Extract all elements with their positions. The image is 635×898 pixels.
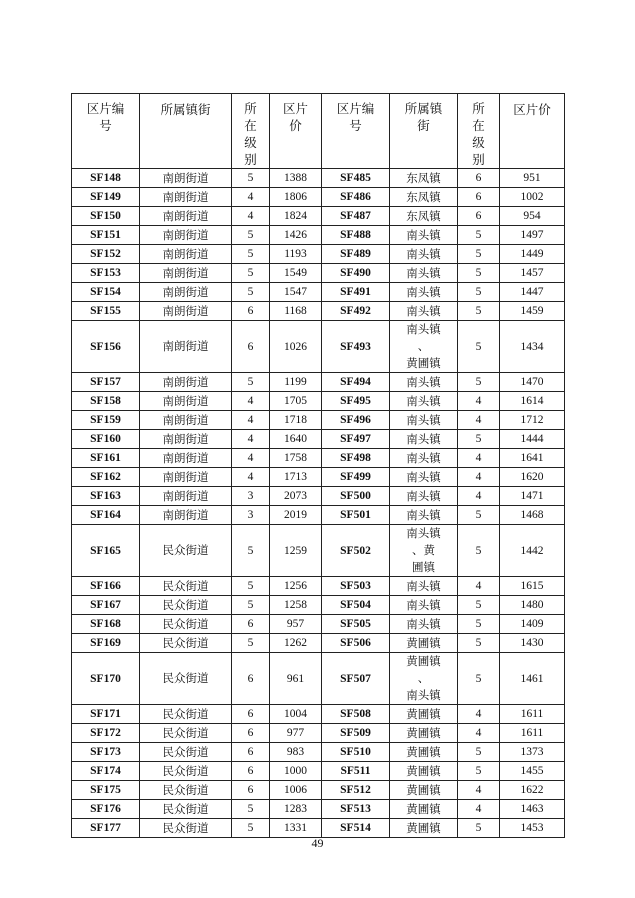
- town-cell-right: 南头镇: [390, 283, 458, 302]
- zone-code-cell: SF162: [72, 468, 140, 487]
- table-row: [72, 245, 565, 264]
- level-cell: 6: [232, 302, 270, 321]
- price-cell-right: 1468: [500, 506, 565, 525]
- price-cell-right: 1463: [500, 800, 565, 819]
- town-cell-right: 南头镇: [390, 373, 458, 392]
- town-cell-right: 黄圃镇: [390, 800, 458, 819]
- zone-code-cell: SF174: [72, 762, 140, 781]
- town-cell: 南朗街道: [140, 245, 232, 264]
- level-cell: 5: [232, 525, 270, 577]
- zone-code-cell-right: SF513: [322, 800, 390, 819]
- level-cell-right: 4: [458, 724, 500, 743]
- zone-code-cell-right: SF510: [322, 743, 390, 762]
- level-cell-right: 5: [458, 373, 500, 392]
- town-cell: 南朗街道: [140, 264, 232, 283]
- price-cell: 983: [270, 743, 322, 762]
- town-cell-right: 南头镇: [390, 392, 458, 411]
- zone-code-cell: SF176: [72, 800, 140, 819]
- level-cell-right: 4: [458, 392, 500, 411]
- level-cell-right: 5: [458, 596, 500, 615]
- table-row: [72, 392, 565, 411]
- level-cell: 5: [232, 226, 270, 245]
- price-cell: 957: [270, 615, 322, 634]
- level-cell: 3: [232, 506, 270, 525]
- table-row: [72, 596, 565, 615]
- level-cell-right: 5: [458, 506, 500, 525]
- zone-code-cell-right: SF496: [322, 411, 390, 430]
- price-cell: 977: [270, 724, 322, 743]
- level-cell: 5: [232, 169, 270, 188]
- zone-code-cell-right: SF509: [322, 724, 390, 743]
- table-row: [72, 800, 565, 819]
- price-cell-right: 1447: [500, 283, 565, 302]
- zone-code-cell-right: SF485: [322, 169, 390, 188]
- table-row: [72, 743, 565, 762]
- level-cell: 6: [232, 615, 270, 634]
- level-cell: 4: [232, 430, 270, 449]
- zone-code-cell: SF153: [72, 264, 140, 283]
- price-cell-right: 1614: [500, 392, 565, 411]
- zone-code-cell: SF171: [72, 705, 140, 724]
- price-cell: 1705: [270, 392, 322, 411]
- page-number: 49: [311, 836, 324, 850]
- price-cell-right: 1457: [500, 264, 565, 283]
- zone-code-cell-right: SF493: [322, 321, 390, 373]
- town-cell: 南朗街道: [140, 392, 232, 411]
- zone-code-cell: SF165: [72, 525, 140, 577]
- town-cell-right: 南头镇: [390, 302, 458, 321]
- level-cell: 4: [232, 188, 270, 207]
- level-cell-right: 5: [458, 226, 500, 245]
- zone-code-cell: SF163: [72, 487, 140, 506]
- header-level: 所 在 级 别: [232, 94, 270, 169]
- header-zone-code: 区片编 号: [72, 94, 140, 169]
- price-cell: 1713: [270, 468, 322, 487]
- zone-code-cell-right: SF506: [322, 634, 390, 653]
- zone-code-cell-right: SF495: [322, 392, 390, 411]
- table-row: [72, 762, 565, 781]
- zone-price-table: [71, 93, 565, 838]
- level-cell-right: 5: [458, 653, 500, 705]
- table-row: [72, 487, 565, 506]
- town-cell-right: 南头镇: [390, 245, 458, 264]
- table-row: [72, 449, 565, 468]
- town-cell-right: 黄圃镇: [390, 781, 458, 800]
- price-cell-right: 1611: [500, 705, 565, 724]
- zone-code-cell: SF155: [72, 302, 140, 321]
- town-cell-right: 黄圃镇: [390, 762, 458, 781]
- town-cell-right: 南头镇 、黄 圃镇: [390, 525, 458, 577]
- level-cell-right: 4: [458, 781, 500, 800]
- price-cell-right: 1459: [500, 302, 565, 321]
- zone-code-cell: SF164: [72, 506, 140, 525]
- town-cell: 民众街道: [140, 634, 232, 653]
- town-cell: 南朗街道: [140, 169, 232, 188]
- town-cell: 民众街道: [140, 615, 232, 634]
- level-cell-right: 4: [458, 800, 500, 819]
- level-cell: 6: [232, 762, 270, 781]
- zone-code-cell: SF177: [72, 819, 140, 838]
- price-cell-right: 1620: [500, 468, 565, 487]
- price-cell-right: 1480: [500, 596, 565, 615]
- price-cell-right: 1712: [500, 411, 565, 430]
- zone-code-cell-right: SF502: [322, 525, 390, 577]
- zone-code-cell: SF167: [72, 596, 140, 615]
- level-cell-right: 5: [458, 762, 500, 781]
- level-cell: 4: [232, 468, 270, 487]
- zone-code-cell: SF148: [72, 169, 140, 188]
- level-cell: 5: [232, 819, 270, 838]
- zone-code-cell-right: SF490: [322, 264, 390, 283]
- level-cell: 3: [232, 487, 270, 506]
- price-cell: 1168: [270, 302, 322, 321]
- price-cell: 961: [270, 653, 322, 705]
- table-row: [72, 373, 565, 392]
- zone-code-cell: SF159: [72, 411, 140, 430]
- level-cell: 4: [232, 392, 270, 411]
- price-cell-right: 1622: [500, 781, 565, 800]
- price-cell-right: 1461: [500, 653, 565, 705]
- level-cell: 5: [232, 373, 270, 392]
- town-cell: 南朗街道: [140, 468, 232, 487]
- zone-code-cell-right: SF514: [322, 819, 390, 838]
- level-cell-right: 5: [458, 634, 500, 653]
- town-cell-right: 南头镇: [390, 596, 458, 615]
- price-cell-right: 1470: [500, 373, 565, 392]
- zone-code-cell: SF166: [72, 577, 140, 596]
- town-cell: 民众街道: [140, 577, 232, 596]
- price-cell: 1640: [270, 430, 322, 449]
- price-cell: 1426: [270, 226, 322, 245]
- town-cell: 南朗街道: [140, 226, 232, 245]
- header-price-right: 区片价: [500, 94, 565, 169]
- zone-code-cell-right: SF486: [322, 188, 390, 207]
- price-cell: 1259: [270, 525, 322, 577]
- zone-code-cell: SF157: [72, 373, 140, 392]
- town-cell: 民众街道: [140, 819, 232, 838]
- level-cell-right: 4: [458, 411, 500, 430]
- town-cell-right: 东凤镇: [390, 207, 458, 226]
- level-cell: 4: [232, 411, 270, 430]
- price-cell: 2019: [270, 506, 322, 525]
- level-cell-right: 6: [458, 169, 500, 188]
- town-cell: 民众街道: [140, 596, 232, 615]
- zone-code-cell-right: SF494: [322, 373, 390, 392]
- level-cell-right: 5: [458, 525, 500, 577]
- town-cell-right: 黄圃镇: [390, 634, 458, 653]
- level-cell: 4: [232, 449, 270, 468]
- table-row: [72, 634, 565, 653]
- level-cell: 6: [232, 321, 270, 373]
- price-cell: 1004: [270, 705, 322, 724]
- zone-code-cell: SF154: [72, 283, 140, 302]
- zone-code-cell: SF158: [72, 392, 140, 411]
- price-cell-right: 1471: [500, 487, 565, 506]
- zone-code-cell: SF149: [72, 188, 140, 207]
- price-cell: 1006: [270, 781, 322, 800]
- town-cell-right: 南头镇 、 黄圃镇: [390, 321, 458, 373]
- table-row: [72, 525, 565, 577]
- zone-code-cell: SF168: [72, 615, 140, 634]
- header-row: [72, 94, 565, 169]
- zone-code-cell-right: SF501: [322, 506, 390, 525]
- table-row: [72, 411, 565, 430]
- level-cell: 5: [232, 245, 270, 264]
- zone-code-cell-right: SF488: [322, 226, 390, 245]
- header-price: 区片 价: [270, 94, 322, 169]
- level-cell-right: 6: [458, 188, 500, 207]
- table-row: [72, 819, 565, 838]
- zone-code-cell-right: SF498: [322, 449, 390, 468]
- level-cell: 6: [232, 653, 270, 705]
- town-cell: 南朗街道: [140, 411, 232, 430]
- price-cell: 1193: [270, 245, 322, 264]
- town-cell-right: 黄圃镇: [390, 743, 458, 762]
- level-cell: 4: [232, 207, 270, 226]
- level-cell-right: 6: [458, 207, 500, 226]
- zone-code-cell-right: SF500: [322, 487, 390, 506]
- price-cell-right: 1449: [500, 245, 565, 264]
- zone-code-cell-right: SF508: [322, 705, 390, 724]
- price-cell: 1000: [270, 762, 322, 781]
- zone-code-cell-right: SF511: [322, 762, 390, 781]
- level-cell-right: 4: [458, 468, 500, 487]
- town-cell-right: 黄圃镇: [390, 724, 458, 743]
- zone-code-cell: SF169: [72, 634, 140, 653]
- level-cell-right: 5: [458, 819, 500, 838]
- zone-code-cell-right: SF489: [322, 245, 390, 264]
- price-cell-right: 1641: [500, 449, 565, 468]
- town-cell-right: 南头镇: [390, 226, 458, 245]
- level-cell: 5: [232, 283, 270, 302]
- level-cell: 6: [232, 781, 270, 800]
- level-cell: 6: [232, 724, 270, 743]
- town-cell: 民众街道: [140, 762, 232, 781]
- price-cell-right: 1373: [500, 743, 565, 762]
- level-cell: 5: [232, 596, 270, 615]
- zone-code-cell: SF161: [72, 449, 140, 468]
- level-cell-right: 4: [458, 487, 500, 506]
- town-cell-right: 南头镇: [390, 468, 458, 487]
- table-row: [72, 781, 565, 800]
- level-cell-right: 5: [458, 743, 500, 762]
- price-cell: 1199: [270, 373, 322, 392]
- zone-code-cell-right: SF499: [322, 468, 390, 487]
- table-row: [72, 705, 565, 724]
- zone-code-cell-right: SF487: [322, 207, 390, 226]
- town-cell: 南朗街道: [140, 506, 232, 525]
- town-cell: 民众街道: [140, 724, 232, 743]
- town-cell-right: 东凤镇: [390, 169, 458, 188]
- zone-code-cell-right: SF512: [322, 781, 390, 800]
- zone-code-cell: SF160: [72, 430, 140, 449]
- price-cell: 1806: [270, 188, 322, 207]
- zone-code-cell-right: SF503: [322, 577, 390, 596]
- zone-code-cell-right: SF504: [322, 596, 390, 615]
- price-cell: 1718: [270, 411, 322, 430]
- price-cell: 1758: [270, 449, 322, 468]
- price-cell: 1256: [270, 577, 322, 596]
- zone-code-cell: SF170: [72, 653, 140, 705]
- town-cell: 南朗街道: [140, 430, 232, 449]
- level-cell-right: 4: [458, 577, 500, 596]
- town-cell: 南朗街道: [140, 449, 232, 468]
- level-cell: 5: [232, 634, 270, 653]
- table-row: [72, 302, 565, 321]
- table-row: [72, 430, 565, 449]
- level-cell: 5: [232, 577, 270, 596]
- zone-code-cell: SF172: [72, 724, 140, 743]
- zone-code-cell-right: SF505: [322, 615, 390, 634]
- price-cell-right: 951: [500, 169, 565, 188]
- price-cell-right: 1002: [500, 188, 565, 207]
- table-body: [72, 169, 565, 838]
- price-cell-right: 1442: [500, 525, 565, 577]
- zone-code-cell: SF175: [72, 781, 140, 800]
- level-cell: 6: [232, 705, 270, 724]
- town-cell-right: 南头镇: [390, 615, 458, 634]
- price-cell: 1388: [270, 169, 322, 188]
- table-row: [72, 188, 565, 207]
- town-cell: 民众街道: [140, 743, 232, 762]
- level-cell-right: 5: [458, 615, 500, 634]
- zone-code-cell-right: SF507: [322, 653, 390, 705]
- level-cell-right: 5: [458, 302, 500, 321]
- town-cell: 南朗街道: [140, 373, 232, 392]
- town-cell: 南朗街道: [140, 302, 232, 321]
- zone-code-cell: SF173: [72, 743, 140, 762]
- level-cell: 6: [232, 743, 270, 762]
- price-cell-right: 954: [500, 207, 565, 226]
- header-level-right: 所 在 级 别: [458, 94, 500, 169]
- price-cell-right: 1497: [500, 226, 565, 245]
- price-cell: 1258: [270, 596, 322, 615]
- price-cell-right: 1453: [500, 819, 565, 838]
- price-cell: 1547: [270, 283, 322, 302]
- town-cell: 南朗街道: [140, 207, 232, 226]
- price-cell: 2073: [270, 487, 322, 506]
- town-cell: 南朗街道: [140, 188, 232, 207]
- town-cell-right: 南头镇: [390, 430, 458, 449]
- table-row: [72, 468, 565, 487]
- town-cell-right: 东凤镇: [390, 188, 458, 207]
- level-cell-right: 4: [458, 705, 500, 724]
- town-cell-right: 南头镇: [390, 487, 458, 506]
- town-cell: 南朗街道: [140, 487, 232, 506]
- table-row: [72, 615, 565, 634]
- town-cell: 民众街道: [140, 525, 232, 577]
- level-cell-right: 5: [458, 283, 500, 302]
- level-cell-right: 5: [458, 264, 500, 283]
- town-cell-right: 南头镇: [390, 506, 458, 525]
- town-cell-right: 黄圃镇: [390, 819, 458, 838]
- town-cell: 民众街道: [140, 705, 232, 724]
- zone-code-cell-right: SF497: [322, 430, 390, 449]
- level-cell-right: 5: [458, 245, 500, 264]
- header-zone-code-right: 区片编 号: [322, 94, 390, 169]
- level-cell-right: 5: [458, 321, 500, 373]
- price-cell: 1262: [270, 634, 322, 653]
- price-cell-right: 1455: [500, 762, 565, 781]
- town-cell: 南朗街道: [140, 321, 232, 373]
- town-cell-right: 黄圃镇: [390, 705, 458, 724]
- price-cell-right: 1444: [500, 430, 565, 449]
- price-cell-right: 1434: [500, 321, 565, 373]
- table-row: [72, 283, 565, 302]
- table-row: [72, 653, 565, 705]
- price-cell-right: 1615: [500, 577, 565, 596]
- town-cell-right: 南头镇: [390, 264, 458, 283]
- table-row: [72, 226, 565, 245]
- town-cell-right: 南头镇: [390, 449, 458, 468]
- zone-code-cell-right: SF491: [322, 283, 390, 302]
- level-cell-right: 4: [458, 449, 500, 468]
- table-row: [72, 577, 565, 596]
- level-cell: 5: [232, 800, 270, 819]
- table-row: [72, 264, 565, 283]
- zone-code-cell: SF151: [72, 226, 140, 245]
- price-cell: 1549: [270, 264, 322, 283]
- price-cell-right: 1611: [500, 724, 565, 743]
- table-row: [72, 724, 565, 743]
- table-row: [72, 169, 565, 188]
- town-cell: 民众街道: [140, 781, 232, 800]
- level-cell-right: 5: [458, 430, 500, 449]
- town-cell-right: 黄圃镇 、 南头镇: [390, 653, 458, 705]
- town-cell-right: 南头镇: [390, 577, 458, 596]
- header-town-right: 所属镇 街: [390, 94, 458, 169]
- price-cell: 1331: [270, 819, 322, 838]
- price-cell-right: 1430: [500, 634, 565, 653]
- price-cell: 1824: [270, 207, 322, 226]
- level-cell: 5: [232, 264, 270, 283]
- zone-code-cell: SF150: [72, 207, 140, 226]
- town-cell: 民众街道: [140, 800, 232, 819]
- price-cell-right: 1409: [500, 615, 565, 634]
- table-row: [72, 506, 565, 525]
- town-cell: 南朗街道: [140, 283, 232, 302]
- town-cell: 民众街道: [140, 653, 232, 705]
- zone-code-cell: SF156: [72, 321, 140, 373]
- zone-code-cell-right: SF492: [322, 302, 390, 321]
- table-row: [72, 207, 565, 226]
- zone-code-cell: SF152: [72, 245, 140, 264]
- header-town: 所属镇街: [140, 94, 232, 169]
- table-row: [72, 321, 565, 373]
- price-cell: 1283: [270, 800, 322, 819]
- price-cell: 1026: [270, 321, 322, 373]
- town-cell-right: 南头镇: [390, 411, 458, 430]
